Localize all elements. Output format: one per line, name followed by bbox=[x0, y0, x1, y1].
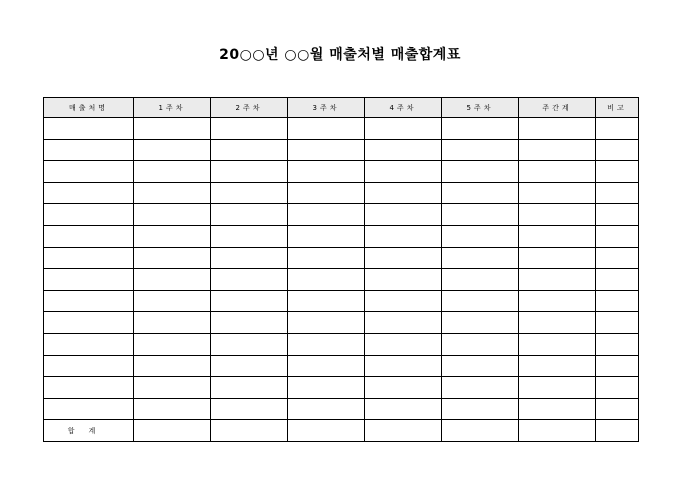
cell-remarks[interactable] bbox=[596, 247, 639, 269]
table-body bbox=[44, 118, 639, 420]
total-cell-weekly-total[interactable] bbox=[519, 420, 596, 442]
cell-client-name[interactable] bbox=[44, 225, 134, 247]
header-week-1: 1주차 bbox=[134, 98, 211, 118]
cell-client-name[interactable] bbox=[44, 377, 134, 399]
cell-week-5[interactable] bbox=[442, 182, 519, 204]
cell-week-4[interactable] bbox=[365, 355, 442, 377]
cell-week-2[interactable] bbox=[211, 269, 288, 291]
cell-week-1[interactable] bbox=[134, 204, 211, 226]
cell-week-5[interactable] bbox=[442, 247, 519, 269]
cell-week-5[interactable] bbox=[442, 204, 519, 226]
cell-client-name[interactable] bbox=[44, 139, 134, 161]
cell-client-name[interactable] bbox=[44, 312, 134, 334]
cell-week-2[interactable] bbox=[211, 225, 288, 247]
table-header-row bbox=[44, 98, 639, 118]
cell-week-1[interactable] bbox=[134, 139, 211, 161]
table-row bbox=[44, 225, 639, 247]
total-cell-remarks[interactable] bbox=[596, 420, 639, 442]
cell-weekly-total[interactable] bbox=[519, 398, 596, 420]
header-week-5: 5주차 bbox=[442, 98, 519, 118]
cell-week-1[interactable] bbox=[134, 182, 211, 204]
cell-week-2[interactable] bbox=[211, 290, 288, 312]
cell-weekly-total[interactable] bbox=[519, 377, 596, 399]
cell-week-5[interactable] bbox=[442, 355, 519, 377]
cell-weekly-total[interactable] bbox=[519, 204, 596, 226]
cell-weekly-total[interactable] bbox=[519, 312, 596, 334]
cell-week-2[interactable] bbox=[211, 355, 288, 377]
cell-week-5[interactable] bbox=[442, 269, 519, 291]
cell-remarks[interactable] bbox=[596, 398, 639, 420]
cell-week-1[interactable] bbox=[134, 161, 211, 183]
cell-week-3[interactable] bbox=[288, 204, 365, 226]
cell-week-4[interactable] bbox=[365, 377, 442, 399]
table-row bbox=[44, 269, 639, 291]
cell-week-1[interactable] bbox=[134, 290, 211, 312]
cell-week-4[interactable] bbox=[365, 204, 442, 226]
cell-week-4[interactable] bbox=[365, 118, 442, 140]
cell-week-3[interactable] bbox=[288, 161, 365, 183]
cell-weekly-total[interactable] bbox=[519, 333, 596, 355]
cell-remarks[interactable] bbox=[596, 377, 639, 399]
cell-remarks[interactable] bbox=[596, 182, 639, 204]
cell-week-5[interactable] bbox=[442, 139, 519, 161]
table-row bbox=[44, 139, 639, 161]
cell-week-3[interactable] bbox=[288, 247, 365, 269]
cell-week-2[interactable] bbox=[211, 204, 288, 226]
cell-week-2[interactable] bbox=[211, 312, 288, 334]
table-row bbox=[44, 204, 639, 226]
cell-week-2[interactable] bbox=[211, 398, 288, 420]
cell-week-3[interactable] bbox=[288, 355, 365, 377]
cell-week-5[interactable] bbox=[442, 161, 519, 183]
cell-remarks[interactable] bbox=[596, 312, 639, 334]
header-week-2: 2주차 bbox=[211, 98, 288, 118]
cell-week-2[interactable] bbox=[211, 333, 288, 355]
cell-week-3[interactable] bbox=[288, 118, 365, 140]
cell-week-4[interactable] bbox=[365, 269, 442, 291]
cell-week-3[interactable] bbox=[288, 398, 365, 420]
table-row bbox=[44, 377, 639, 399]
cell-week-1[interactable] bbox=[134, 377, 211, 399]
cell-week-4[interactable] bbox=[365, 247, 442, 269]
cell-remarks[interactable] bbox=[596, 355, 639, 377]
page-title: 20○○년 ○○월 매출처별 매출합계표 bbox=[219, 47, 461, 63]
cell-weekly-total[interactable] bbox=[519, 161, 596, 183]
cell-remarks[interactable] bbox=[596, 225, 639, 247]
total-row bbox=[44, 420, 639, 442]
cell-weekly-total[interactable] bbox=[519, 118, 596, 140]
cell-client-name[interactable] bbox=[44, 118, 134, 140]
cell-client-name[interactable] bbox=[44, 161, 134, 183]
cell-week-2[interactable] bbox=[211, 118, 288, 140]
cell-week-1[interactable] bbox=[134, 118, 211, 140]
cell-week-3[interactable] bbox=[288, 312, 365, 334]
cell-weekly-total[interactable] bbox=[519, 139, 596, 161]
cell-week-2[interactable] bbox=[211, 182, 288, 204]
cell-week-4[interactable] bbox=[365, 161, 442, 183]
cell-week-2[interactable] bbox=[211, 247, 288, 269]
header-weekly-total: 주간계 bbox=[519, 98, 596, 118]
cell-week-4[interactable] bbox=[365, 290, 442, 312]
cell-remarks[interactable] bbox=[596, 139, 639, 161]
total-cell-week-3[interactable] bbox=[288, 420, 365, 442]
total-cell-week-1[interactable] bbox=[134, 420, 211, 442]
total-cell-week-2[interactable] bbox=[211, 420, 288, 442]
table-row bbox=[44, 398, 639, 420]
cell-week-3[interactable] bbox=[288, 377, 365, 399]
cell-week-5[interactable] bbox=[442, 290, 519, 312]
total-cell-week-4[interactable] bbox=[365, 420, 442, 442]
cell-remarks[interactable] bbox=[596, 269, 639, 291]
table-row bbox=[44, 161, 639, 183]
cell-client-name[interactable] bbox=[44, 398, 134, 420]
cell-remarks[interactable] bbox=[596, 161, 639, 183]
cell-week-1[interactable] bbox=[134, 333, 211, 355]
cell-week-4[interactable] bbox=[365, 312, 442, 334]
header-remarks: 비고 bbox=[596, 98, 639, 118]
cell-remarks[interactable] bbox=[596, 290, 639, 312]
table-row bbox=[44, 333, 639, 355]
cell-remarks[interactable] bbox=[596, 333, 639, 355]
cell-client-name[interactable] bbox=[44, 247, 134, 269]
table-row bbox=[44, 182, 639, 204]
cell-weekly-total[interactable] bbox=[519, 247, 596, 269]
cell-weekly-total[interactable] bbox=[519, 182, 596, 204]
cell-week-5[interactable] bbox=[442, 377, 519, 399]
header-client-name: 매출처명 bbox=[44, 98, 134, 118]
cell-week-5[interactable] bbox=[442, 118, 519, 140]
cell-week-4[interactable] bbox=[365, 398, 442, 420]
table-row bbox=[44, 355, 639, 377]
cell-week-1[interactable] bbox=[134, 312, 211, 334]
cell-weekly-total[interactable] bbox=[519, 290, 596, 312]
cell-week-3[interactable] bbox=[288, 182, 365, 204]
cell-week-1[interactable] bbox=[134, 398, 211, 420]
cell-week-2[interactable] bbox=[211, 139, 288, 161]
total-cell-week-5[interactable] bbox=[442, 420, 519, 442]
cell-week-1[interactable] bbox=[134, 247, 211, 269]
table-row bbox=[44, 247, 639, 269]
cell-week-3[interactable] bbox=[288, 139, 365, 161]
cell-week-1[interactable] bbox=[134, 355, 211, 377]
cell-remarks[interactable] bbox=[596, 118, 639, 140]
cell-client-name[interactable] bbox=[44, 333, 134, 355]
cell-week-5[interactable] bbox=[442, 333, 519, 355]
cell-weekly-total[interactable] bbox=[519, 269, 596, 291]
cell-week-2[interactable] bbox=[211, 377, 288, 399]
cell-week-5[interactable] bbox=[442, 312, 519, 334]
cell-week-3[interactable] bbox=[288, 225, 365, 247]
cell-weekly-total[interactable] bbox=[519, 355, 596, 377]
cell-week-2[interactable] bbox=[211, 161, 288, 183]
cell-week-3[interactable] bbox=[288, 290, 365, 312]
table-row bbox=[44, 312, 639, 334]
cell-week-4[interactable] bbox=[365, 225, 442, 247]
cell-client-name[interactable] bbox=[44, 355, 134, 377]
cell-week-3[interactable] bbox=[288, 269, 365, 291]
cell-week-4[interactable] bbox=[365, 333, 442, 355]
header-week-3: 3주차 bbox=[288, 98, 365, 118]
cell-client-name[interactable] bbox=[44, 269, 134, 291]
total-label: 합계 bbox=[44, 420, 134, 442]
cell-week-4[interactable] bbox=[365, 139, 442, 161]
cell-week-1[interactable] bbox=[134, 269, 211, 291]
cell-remarks[interactable] bbox=[596, 204, 639, 226]
cell-week-1[interactable] bbox=[134, 225, 211, 247]
cell-weekly-total[interactable] bbox=[519, 225, 596, 247]
table-row bbox=[44, 290, 639, 312]
cell-week-5[interactable] bbox=[442, 398, 519, 420]
cell-week-5[interactable] bbox=[442, 225, 519, 247]
header-week-4: 4주차 bbox=[365, 98, 442, 118]
cell-week-4[interactable] bbox=[365, 182, 442, 204]
table-row bbox=[44, 118, 639, 140]
cell-client-name[interactable] bbox=[44, 290, 134, 312]
cell-client-name[interactable] bbox=[44, 204, 134, 226]
cell-week-3[interactable] bbox=[288, 333, 365, 355]
sales-summary-table bbox=[43, 97, 639, 442]
cell-client-name[interactable] bbox=[44, 182, 134, 204]
